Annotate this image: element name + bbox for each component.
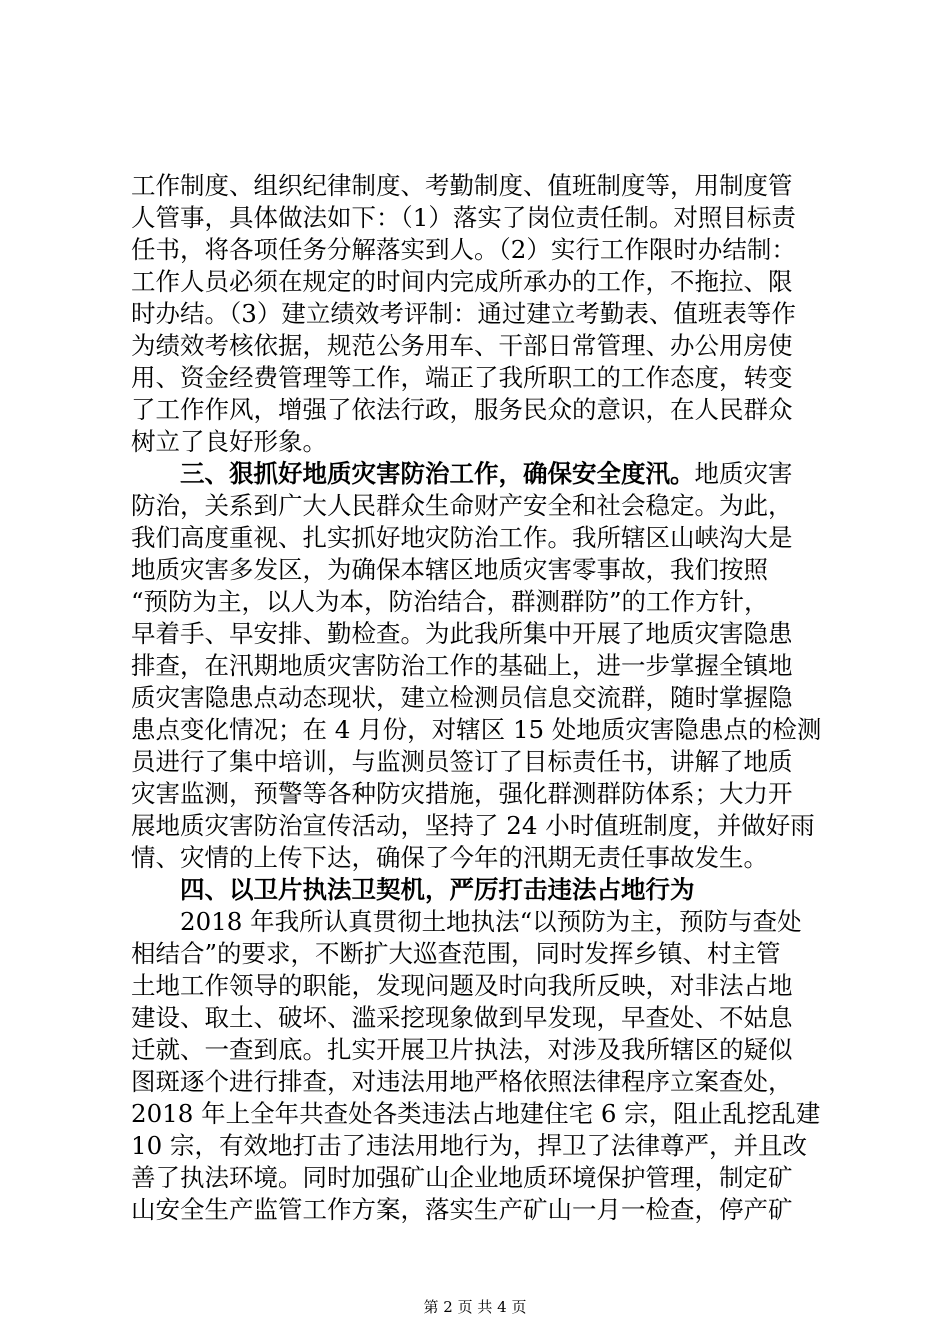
section-4-first-line: 2018 年我所认真贯彻土地执法“以预防为主，预防与查处: [180, 907, 802, 936]
text-line: 工作制度、组织纪律制度、考勤制度、值班制度等，用制度管: [131, 171, 793, 200]
text-line: 用、资金经费管理等工作，端正了我所职工的工作态度，转变: [131, 363, 793, 392]
text-line: 相结合”的要求，不断扩大巡查范围，同时发挥乡镇、村主管: [131, 939, 781, 968]
text-line: 任书，将各项任务分解落实到人。（2）实行工作限时办结制：: [131, 235, 796, 264]
text-line: 土地工作领导的职能，发现问题及时向我所反映，对非法占地: [131, 971, 793, 1000]
section-3-first-line: [131, 458, 831, 490]
text-line: 地质灾害多发区，为确保本辖区地质灾害零事故，我们按照: [131, 555, 768, 584]
text-line: 排查，在汛期地质灾害防治工作的基础上，进一步掌握全镇地: [131, 651, 793, 680]
page-number-footer: 第 2 页 共 4 页: [423, 1298, 527, 1316]
text-line: 质灾害隐患点动态现状，建立检测员信息交流群，随时掌握隐: [131, 683, 793, 712]
text-line: 防治，关系到广大人民群众生命财产安全和社会稳定。为此，: [131, 491, 793, 520]
text-line: 图斑逐个进行排查，对违法用地严格依照法律程序立案查处，: [131, 1067, 793, 1096]
document-body: [131, 170, 831, 1226]
text-line: 了工作作风，增强了依法行政，服务民众的意识，在人民群众: [131, 395, 793, 424]
text-line: 灾害监测，预警等各种防灾措施，强化群测群防体系；大力开: [131, 779, 793, 808]
text-line: 人管事，具体做法如下：（1）落实了岗位责任制。对照目标责: [131, 203, 796, 232]
text-line: 员进行了集中培训，与监测员签订了目标责任书，讲解了地质: [131, 747, 793, 776]
section-3-heading: 三、狠抓好地质灾害防治工作，确保安全度汛。: [180, 459, 695, 488]
text-line: 展地质灾害防治宣传活动，坚持了 24 小时值班制度，并做好雨: [131, 811, 815, 840]
text-line: 我们高度重视、扎实抓好地灾防治工作。我所辖区山峡沟大是: [131, 523, 793, 552]
text-line: 情、灾情的上传下达，确保了今年的汛期无责任事故发生。: [131, 843, 768, 872]
text-line: 早着手、早安排、勤检查。为此我所集中开展了地质灾害隐患: [131, 619, 793, 648]
text-line: 10 宗，有效地打击了违法用地行为，捍卫了法律尊严，并且改: [131, 1131, 807, 1160]
text-line: 为绩效考核依据，规范公务用车、干部日常管理、办公用房使: [131, 331, 793, 360]
text-line: 工作人员必须在规定的时间内完成所承办的工作，不拖拉、限: [131, 267, 793, 296]
text-line: 树立了良好形象。: [131, 427, 327, 456]
text-line: 2018 年上全年共查处各类违法占地建住宅 6 宗，阻止乱挖乱建: [131, 1099, 821, 1128]
text-line: 患点变化情况；在 4 月份，对辖区 15 处地质灾害隐患点的检测: [131, 715, 822, 744]
section-3-lead-text: 地质灾害: [694, 459, 793, 488]
text-line: 建设、取土、破坏、滥采挖现象做到早发现，早查处、不姑息: [131, 1003, 793, 1032]
text-line: 善了执法环境。同时加强矿山企业地质环境保护管理，制定矿: [131, 1163, 793, 1192]
text-line: 山安全生产监管工作方案，落实生产矿山一月一检查，停产矿: [131, 1195, 793, 1224]
text-line: 时办结。（3）建立绩效考评制：通过建立考勤表、值班表等作: [131, 299, 796, 328]
text-line: “预防为主，以人为本，防治结合，群测群防”的工作方针，: [131, 587, 769, 616]
section-4-heading: 四、以卫片执法卫契机，严厉打击违法占地行为: [180, 875, 695, 904]
text-line: 迁就、一查到底。扎实开展卫片执法，对涉及我所辖区的疑似: [131, 1035, 793, 1064]
